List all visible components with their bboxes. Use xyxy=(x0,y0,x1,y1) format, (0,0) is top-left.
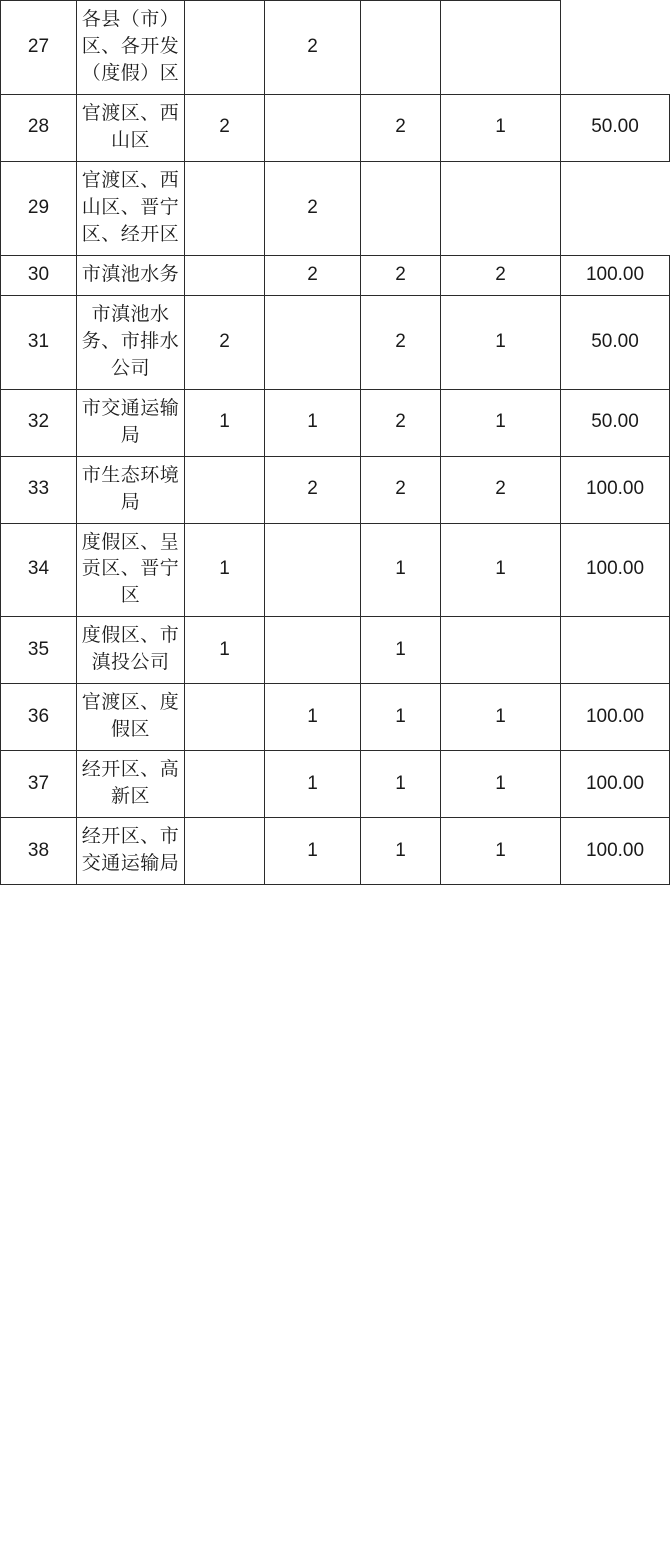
table-body xyxy=(1,1,670,885)
cell-col3 xyxy=(185,1,265,95)
table-row xyxy=(1,818,670,885)
cell-col4 xyxy=(265,94,361,161)
table-row xyxy=(1,255,670,295)
cell-col4: 1 xyxy=(265,684,361,751)
cell-col3 xyxy=(185,161,265,255)
cell-col3 xyxy=(185,751,265,818)
table-row xyxy=(1,94,670,161)
cell-col4 xyxy=(265,523,361,617)
cell-col4: 1 xyxy=(265,389,361,456)
cell-col4 xyxy=(265,617,361,684)
cell-col5: 2 xyxy=(361,94,441,161)
cell-col5 xyxy=(361,161,441,255)
cell-department: 市交通运输局 xyxy=(77,389,185,456)
cell-rate: 100.00 xyxy=(561,456,670,523)
cell-col6: 1 xyxy=(441,684,561,751)
cell-col6: 1 xyxy=(441,818,561,885)
cell-col4: 2 xyxy=(265,255,361,295)
cell-col4 xyxy=(265,295,361,389)
cell-rate xyxy=(441,161,561,255)
cell-index: 38 xyxy=(1,818,77,885)
cell-col5: 2 xyxy=(361,255,441,295)
cell-department: 各县（市）区、各开发（度假）区 xyxy=(77,1,185,95)
cell-col6: 1 xyxy=(441,523,561,617)
cell-department: 度假区、呈贡区、晋宁区 xyxy=(77,523,185,617)
cell-col3 xyxy=(185,684,265,751)
cell-col3 xyxy=(185,456,265,523)
cell-rate: 100.00 xyxy=(561,751,670,818)
cell-col6 xyxy=(441,617,561,684)
table-row xyxy=(1,684,670,751)
cell-rate xyxy=(441,1,561,95)
cell-department: 度假区、市滇投公司 xyxy=(77,617,185,684)
cell-rate: 100.00 xyxy=(561,255,670,295)
cell-col4: 1 xyxy=(265,818,361,885)
cell-col6: 1 xyxy=(441,389,561,456)
cell-col5: 1 xyxy=(361,617,441,684)
cell-rate xyxy=(561,617,670,684)
cell-department: 官渡区、西山区 xyxy=(77,94,185,161)
cell-rate: 100.00 xyxy=(561,818,670,885)
table-row xyxy=(1,456,670,523)
cell-col4: 2 xyxy=(265,456,361,523)
cell-rate: 50.00 xyxy=(561,295,670,389)
cell-col5: 1 xyxy=(361,523,441,617)
cell-col4: 2 xyxy=(265,1,361,95)
cell-col6: 2 xyxy=(441,255,561,295)
cell-rate: 100.00 xyxy=(561,523,670,617)
cell-col5: 2 xyxy=(361,456,441,523)
cell-col3: 1 xyxy=(185,523,265,617)
cell-index: 33 xyxy=(1,456,77,523)
cell-department: 经开区、高新区 xyxy=(77,751,185,818)
cell-col4: 2 xyxy=(265,161,361,255)
cell-col6: 2 xyxy=(441,456,561,523)
cell-index: 31 xyxy=(1,295,77,389)
cell-department: 官渡区、西山区、晋宁区、经开区 xyxy=(77,161,185,255)
cell-department: 经开区、市交通运输局 xyxy=(77,818,185,885)
cell-col3: 1 xyxy=(185,389,265,456)
cell-index: 30 xyxy=(1,255,77,295)
cell-col5 xyxy=(361,1,441,95)
cell-index: 36 xyxy=(1,684,77,751)
cell-index: 28 xyxy=(1,94,77,161)
table-row xyxy=(1,389,670,456)
cell-index: 27 xyxy=(1,1,77,95)
cell-col3 xyxy=(185,818,265,885)
table-row xyxy=(1,1,670,95)
cell-rate: 50.00 xyxy=(561,94,670,161)
cell-index: 35 xyxy=(1,617,77,684)
table-row xyxy=(1,161,670,255)
table-row xyxy=(1,295,670,389)
cell-col5: 1 xyxy=(361,751,441,818)
cell-rate: 50.00 xyxy=(561,389,670,456)
cell-col5: 1 xyxy=(361,684,441,751)
cell-col6: 1 xyxy=(441,94,561,161)
cell-col5: 1 xyxy=(361,818,441,885)
cell-col5: 2 xyxy=(361,295,441,389)
cell-col3: 2 xyxy=(185,295,265,389)
cell-col6: 1 xyxy=(441,751,561,818)
cell-department: 官渡区、度假区 xyxy=(77,684,185,751)
cell-col3 xyxy=(185,255,265,295)
cell-index: 34 xyxy=(1,523,77,617)
cell-col3: 2 xyxy=(185,94,265,161)
cell-department: 市滇池水务 xyxy=(77,255,185,295)
cell-index: 37 xyxy=(1,751,77,818)
cell-col4: 1 xyxy=(265,751,361,818)
cell-department: 市滇池水务、市排水公司 xyxy=(77,295,185,389)
cell-col3: 1 xyxy=(185,617,265,684)
cell-index: 32 xyxy=(1,389,77,456)
cell-index: 29 xyxy=(1,161,77,255)
table-row xyxy=(1,617,670,684)
cell-col6: 1 xyxy=(441,295,561,389)
table-row xyxy=(1,751,670,818)
table-row xyxy=(1,523,670,617)
cell-rate: 100.00 xyxy=(561,684,670,751)
cell-col5: 2 xyxy=(361,389,441,456)
cell-department: 市生态环境局 xyxy=(77,456,185,523)
